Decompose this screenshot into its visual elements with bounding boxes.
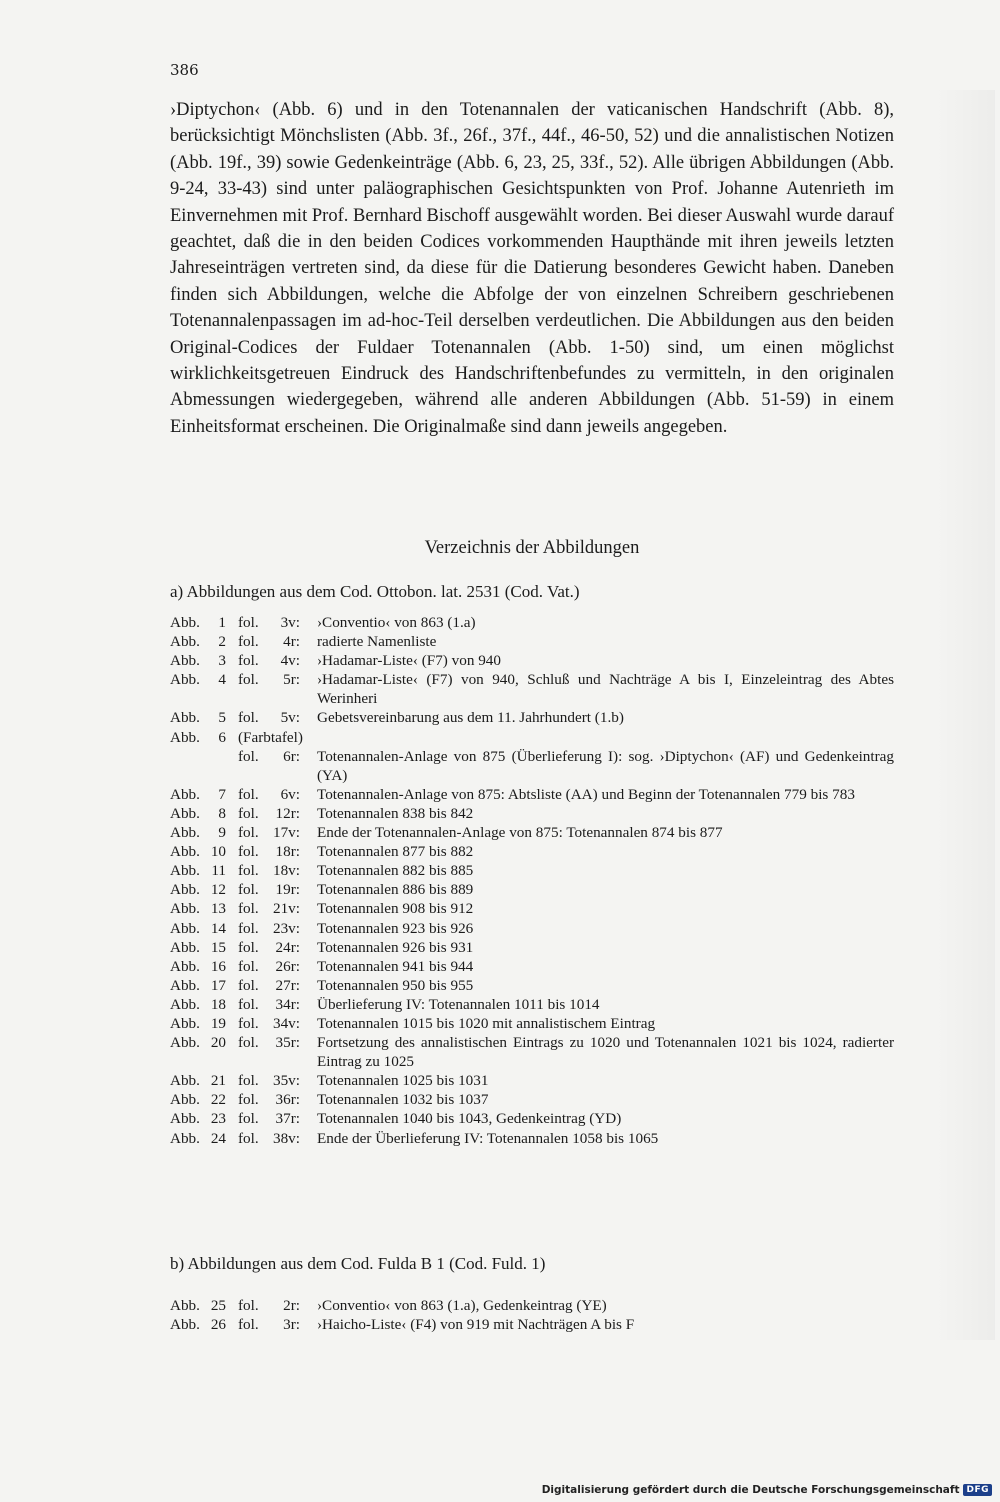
folio-label: fol. [238, 976, 259, 994]
figure-abb-label: Abb. [170, 633, 200, 651]
figure-number: 1 [218, 614, 226, 631]
figure-abb-label: Abb. [170, 919, 200, 937]
figure-abb-label: Abb. [170, 1110, 200, 1128]
figure-number: 23 [210, 1110, 226, 1128]
folio-label: fol. [238, 881, 259, 899]
figure-list-b [170, 1296, 894, 1334]
folio-label: fol. [238, 900, 259, 918]
figure-abb-label: Abb. [170, 1014, 200, 1032]
folio-ref: 18r: [275, 843, 300, 861]
footer-text: Digitalisierung gefördert durch die Deutsche Forschungsgemeinschaft [541, 1484, 960, 1496]
figure-number: 11 [211, 862, 226, 880]
figure-number: 10 [210, 843, 226, 861]
folio-ref: 37r: [275, 1110, 300, 1128]
figure-note: (Farbtafel) [238, 728, 303, 746]
list-heading: Verzeichnis der Abbildungen [424, 538, 640, 558]
figure-abb-label: Abb. [170, 709, 200, 727]
figure-number: 21 [210, 1072, 226, 1090]
figure-description: ›Conventio‹ von 863 (1.a) [317, 614, 476, 631]
folio-label: fol. [238, 671, 259, 689]
figure-entry [170, 861, 894, 880]
figure-number: 20 [210, 1034, 226, 1052]
folio-ref: 5v: [280, 709, 300, 727]
figure-abb-label: Abb. [170, 976, 200, 994]
figure-abb-label: Abb. [170, 1297, 200, 1314]
figure-description: Totenannalen 941 bis 944 [317, 957, 474, 975]
footer [542, 1484, 992, 1496]
figure-abb-label: Abb. [170, 862, 200, 880]
figure-abb-label: Abb. [170, 671, 200, 689]
figure-number: 18 [210, 995, 226, 1013]
folio-ref: 4r: [283, 633, 300, 651]
folio-ref: 34v: [272, 1014, 300, 1032]
figure-number: 16 [210, 957, 226, 975]
figure-entry [170, 728, 894, 747]
figure-number: 25 [210, 1297, 226, 1314]
folio-ref: 23v: [272, 919, 300, 937]
figure-description: Totenannalen 882 bis 885 [317, 862, 474, 880]
figure-description: Totenannalen 923 bis 926 [317, 919, 474, 937]
folio-ref: 6v: [280, 785, 300, 803]
folio-ref: 5r: [283, 671, 300, 689]
body-paragraph: ›Diptychon‹ (Abb. 6) und in den Totenannalen der vaticanischen Handschrift (Abb. 8), berücksichtigt Mönchslisten (Abb. 3f., 26f., 37f., 44f., 46-50, 52) und die annalistischen Notizen (Abb. 19f., 39) sowie Gedenkeinträge (Abb. 6, 23, 25, 33f., 52). Alle übrigen Abbildungen (Abb. 9-24, 33-43) sind unter paläographischen Gesichtspunkten von Prof. Johanne Autenrieth im Einvernehmen mit Prof. Bernhard Bischoff ausgewählt worden. Bei dieser Auswahl wurde darauf geachtet, daß die in den beiden Codices vorkommenden Haupthände mit ihren jeweils letzten Jahreseinträgen vertreten sind, da diese für die Datierung besonderes Gewicht haben. Daneben finden sich Abbildungen, welche die Abfolge der von einzelnen Schreibern geschriebenen Totenannalenpassagen im ad-hoc-Teil derselben verdeutlichen. Die Abbildungen aus den beiden Original-Codices der Fuldaer Totenannalen (Abb. 1-50) sind, um einen möglichst wirklichkeitsgetreuen Eindruck des Handschriftenbefundes zu vermitteln, in den originalen Abmessungen wiedergegeben, während alle anderen Abbildungen (Abb. 51-59) in einem Einheitsformat erscheinen. Die Originalmaße sind dann jeweils angegeben. [170, 100, 894, 437]
folio-label: fol. [238, 919, 259, 937]
figure-abb-label: Abb. [170, 900, 200, 918]
figure-description: ›Hadamar-Liste‹ (F7) von 940 [317, 652, 501, 670]
figure-abb-label: Abb. [170, 1034, 200, 1052]
figure-number: 7 [218, 785, 226, 803]
folio-label: fol. [238, 709, 259, 727]
folio-label: fol. [238, 1110, 259, 1128]
figure-abb-label [170, 747, 206, 785]
folio-ref: 12r: [275, 804, 300, 822]
section-b-title: b) Abbildungen aus dem Cod. Fulda B 1 (Cod. Fuld. 1) [170, 1254, 546, 1273]
folio-label: fol. [238, 1072, 259, 1090]
figure-description: Gebetsvereinbarung aus dem 11. Jahrhundert (1.b) [317, 709, 624, 727]
figure-entry [170, 823, 894, 842]
figure-number: 24 [210, 1129, 226, 1147]
folio-ref: 35r: [275, 1034, 300, 1052]
figure-number: 12 [210, 881, 226, 899]
folio-ref: 6r: [283, 747, 300, 765]
figure-abb-label: Abb. [170, 995, 200, 1013]
figure-description: Totenannalen 838 bis 842 [317, 804, 474, 822]
folio-ref: 21v: [272, 900, 300, 918]
figure-entry [170, 747, 894, 785]
figure-description: Totenannalen 1032 bis 1037 [317, 1091, 489, 1109]
figure-entry [170, 1296, 894, 1315]
folio-ref: 3r: [283, 1316, 300, 1334]
folio-label: fol. [238, 1316, 259, 1334]
figure-abb-label: Abb. [170, 804, 200, 822]
folio-label: fol. [238, 633, 259, 651]
figure-entry [170, 899, 894, 918]
figure-abb-label: Abb. [170, 1091, 200, 1109]
figure-description: Ende der Totenannalen-Anlage von 875: Totenannalen 874 bis 877 [317, 824, 723, 842]
figure-number: 13 [210, 900, 226, 918]
folio-ref: 17v: [272, 824, 300, 842]
folio-ref: 38v: [272, 1129, 300, 1147]
folio-label: fol. [238, 957, 259, 975]
figure-description: ›Haicho-Liste‹ (F4) von 919 mit Nachträgen A bis F [317, 1316, 635, 1334]
figure-number: 15 [210, 938, 226, 956]
folio-label: fol. [238, 1129, 259, 1147]
figure-abb-label: Abb. [170, 881, 200, 899]
folio-ref: 27r: [275, 976, 300, 994]
figure-abb-label: Abb. [170, 652, 200, 670]
dfg-logo: DFG [963, 1484, 992, 1496]
figure-number: 26 [210, 1316, 226, 1334]
folio-label: fol. [238, 1297, 259, 1314]
figure-description: Totenannalen 1015 bis 1020 mit annalistischem Eintrag [317, 1014, 656, 1032]
folio-ref: 24r: [275, 938, 300, 956]
figure-number: 3 [218, 652, 226, 670]
figure-description: Überlieferung IV: Totenannalen 1011 bis 1014 [317, 995, 600, 1013]
figure-description: Totenannalen-Anlage von 875: Abtsliste (AA) und Beginn der Totenannalen 779 bis 783 [317, 785, 855, 803]
folio-ref: 19r: [275, 881, 300, 899]
figure-number: 19 [210, 1014, 226, 1032]
figure-number: 6 [218, 728, 226, 746]
figure-abb-label: Abb. [170, 1316, 200, 1334]
folio-ref: 4v: [280, 652, 300, 670]
figure-list-a [170, 613, 894, 1148]
folio-label: fol. [238, 804, 259, 822]
folio-label: fol. [238, 1014, 259, 1032]
figure-number: 14 [210, 919, 226, 937]
figure-entry [170, 938, 894, 957]
figure-description: Totenannalen 908 bis 912 [317, 900, 474, 918]
folio-ref: 2r: [283, 1297, 300, 1314]
figure-description: Totenannalen 877 bis 882 [317, 843, 474, 861]
folio-label: fol. [238, 1034, 259, 1052]
section-a-title: a) Abbildungen aus dem Cod. Ottobon. lat. 2531 (Cod. Vat.) [170, 582, 580, 601]
figure-number: 8 [218, 804, 226, 822]
folio-ref: 26r: [275, 957, 300, 975]
figure-description: Totenannalen 926 bis 931 [317, 938, 474, 956]
figure-entry [170, 804, 894, 823]
figure-entry [170, 670, 894, 708]
figure-number [206, 747, 238, 785]
figure-number: 5 [218, 709, 226, 727]
figure-entry [170, 919, 894, 938]
figure-entry [170, 842, 894, 861]
figure-entry [170, 976, 894, 995]
folio-label: fol. [238, 652, 259, 670]
figure-abb-label: Abb. [170, 843, 200, 861]
figure-abb-label: Abb. [170, 957, 200, 975]
folio-label: fol. [238, 862, 259, 880]
figure-entry [170, 613, 894, 632]
figure-number: 22 [210, 1091, 226, 1109]
figure-number: 2 [218, 633, 226, 651]
figure-description: Totenannalen 1040 bis 1043, Gedenkeintrag (YD) [317, 1110, 622, 1128]
figure-entry [170, 708, 894, 727]
figure-abb-label: Abb. [170, 1072, 200, 1090]
figure-description: ›Hadamar-Liste‹ (F7) von 940, Schluß und Nachträge A bis I, Einzeleintrag des Abtes Werinheri [317, 671, 894, 708]
figure-description: radierte Namenliste [317, 633, 437, 651]
figure-abb-label: Abb. [170, 785, 200, 803]
figure-description: Totenannalen 950 bis 955 [317, 976, 474, 994]
figure-abb-label: Abb. [170, 614, 200, 631]
figure-entry [170, 651, 894, 670]
folio-label: fol. [238, 938, 259, 956]
folio-ref: 3v: [280, 614, 300, 631]
folio-label: fol. [238, 614, 259, 631]
figure-number: 4 [218, 671, 226, 689]
folio-label: fol. [238, 995, 259, 1013]
folio-label: fol. [238, 785, 259, 803]
figure-entry [170, 1109, 894, 1128]
figure-abb-label: Abb. [170, 1129, 200, 1147]
folio-ref: 34r: [275, 995, 300, 1013]
page-edge-shadow [935, 90, 995, 1340]
figure-description: Ende der Überlieferung IV: Totenannalen 1058 bis 1065 [317, 1129, 659, 1147]
figure-description: Totenannalen 1025 bis 1031 [317, 1072, 489, 1090]
figure-entry [170, 995, 894, 1014]
figure-description: Fortsetzung des annalistischen Eintrags zu 1020 und Totenannalen 1021 bis 1024, radierter Eintrag zu 1025 [317, 1034, 894, 1071]
folio-label: fol. [238, 747, 259, 765]
folio-ref: 35v: [272, 1072, 300, 1090]
folio-ref: 18v: [272, 862, 300, 880]
folio-ref: 36r: [275, 1091, 300, 1109]
figure-entry [170, 785, 894, 804]
figure-description: Totenannalen-Anlage von 875 (Überlieferung I): sog. ›Diptychon‹ (AF) und Gedenkeintrag (YA) [317, 747, 894, 784]
figure-description: ›Conventio‹ von 863 (1.a), Gedenkeintrag (YE) [317, 1297, 607, 1314]
figure-abb-label: Abb. [170, 938, 200, 956]
figure-entry [170, 957, 894, 976]
figure-description: Totenannalen 886 bis 889 [317, 881, 474, 899]
folio-label: fol. [238, 843, 259, 861]
figure-abb-label: Abb. [170, 824, 200, 842]
figure-entry [170, 1014, 894, 1033]
figure-entry [170, 1071, 894, 1090]
folio-label: fol. [238, 1091, 259, 1109]
figure-entry [170, 880, 894, 899]
figure-entry [170, 1315, 894, 1334]
folio-label: fol. [238, 824, 259, 842]
page-number: 386 [170, 61, 199, 79]
figure-abb-label: Abb. [170, 728, 200, 746]
figure-entry [170, 1090, 894, 1109]
figure-number: 9 [218, 824, 226, 842]
figure-number: 17 [210, 976, 226, 994]
figure-entry [170, 1129, 894, 1148]
figure-entry [170, 632, 894, 651]
figure-entry [170, 1033, 894, 1071]
